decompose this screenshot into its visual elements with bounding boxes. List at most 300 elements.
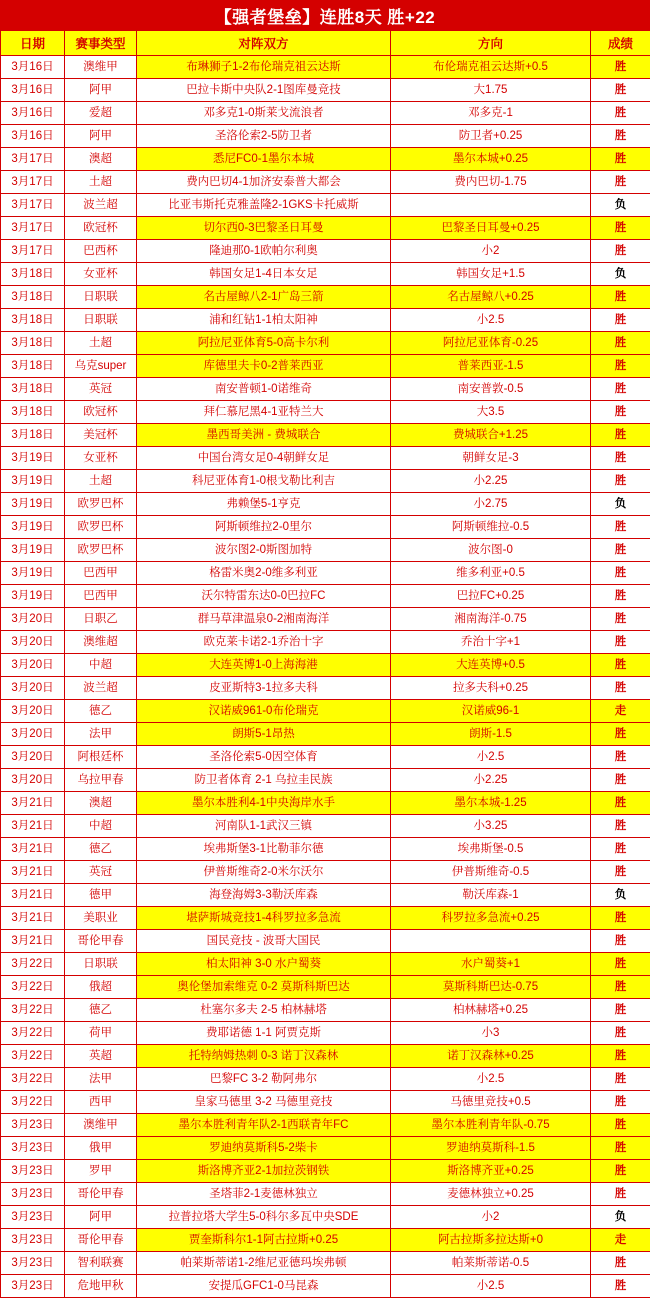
table-row bbox=[1, 1160, 650, 1183]
cell-date: 3月21日 bbox=[1, 930, 65, 953]
cell-pick: 南安普敦-0.5 bbox=[391, 378, 591, 401]
cell-league: 欧冠杯 bbox=[65, 217, 137, 240]
cell-league: 哥伦甲春 bbox=[65, 1183, 137, 1206]
cell-pick: 埃弗斯堡-0.5 bbox=[391, 838, 591, 861]
cell-result: 胜 bbox=[591, 1022, 650, 1045]
table-row bbox=[1, 769, 650, 792]
column-header-date: 日期 bbox=[1, 31, 65, 56]
cell-match: 欧克莱卡诺2-1乔治十字 bbox=[137, 631, 391, 654]
cell-match: 汉诺威961-0布伦瑞克 bbox=[137, 700, 391, 723]
cell-league: 女亚杯 bbox=[65, 447, 137, 470]
cell-result: 负 bbox=[591, 884, 650, 907]
cell-result: 负 bbox=[591, 263, 650, 286]
cell-league: 波兰超 bbox=[65, 194, 137, 217]
cell-date: 3月21日 bbox=[1, 884, 65, 907]
cell-pick: 小2.5 bbox=[391, 746, 591, 769]
cell-date: 3月19日 bbox=[1, 516, 65, 539]
cell-match: 科尼亚体育1-0根戈勒比利吉 bbox=[137, 470, 391, 493]
table-row bbox=[1, 332, 650, 355]
cell-date: 3月17日 bbox=[1, 240, 65, 263]
cell-pick: 费内巴切-1.75 bbox=[391, 171, 591, 194]
cell-date: 3月18日 bbox=[1, 332, 65, 355]
cell-pick: 小3.25 bbox=[391, 815, 591, 838]
cell-date: 3月23日 bbox=[1, 1229, 65, 1252]
cell-pick: 小2.25 bbox=[391, 769, 591, 792]
cell-date: 3月17日 bbox=[1, 148, 65, 171]
cell-league: 日职联 bbox=[65, 286, 137, 309]
cell-match: 海登海姆3-3勒沃库森 bbox=[137, 884, 391, 907]
cell-league: 英冠 bbox=[65, 861, 137, 884]
cell-match: 皮亚斯特3-1拉多夫科 bbox=[137, 677, 391, 700]
cell-league: 阿根廷杯 bbox=[65, 746, 137, 769]
table-row bbox=[1, 654, 650, 677]
cell-result: 走 bbox=[591, 1229, 650, 1252]
cell-date: 3月23日 bbox=[1, 1183, 65, 1206]
cell-date: 3月19日 bbox=[1, 493, 65, 516]
cell-pick: 大1.75 bbox=[391, 79, 591, 102]
column-header-result: 成绩 bbox=[591, 31, 650, 56]
cell-league: 爱超 bbox=[65, 102, 137, 125]
table-row bbox=[1, 953, 650, 976]
cell-league: 澳维甲 bbox=[65, 1114, 137, 1137]
cell-league: 罗甲 bbox=[65, 1160, 137, 1183]
cell-result: 胜 bbox=[591, 240, 650, 263]
cell-pick: 大连英博+0.5 bbox=[391, 654, 591, 677]
cell-match: 墨尔本胜利青年队2-1西联青年FC bbox=[137, 1114, 391, 1137]
table-row bbox=[1, 1252, 650, 1275]
cell-match: 韩国女足1-4日本女足 bbox=[137, 263, 391, 286]
table-row bbox=[1, 217, 650, 240]
table-row bbox=[1, 815, 650, 838]
table-row bbox=[1, 999, 650, 1022]
cell-league: 乌克super bbox=[65, 355, 137, 378]
table-row bbox=[1, 792, 650, 815]
cell-date: 3月19日 bbox=[1, 585, 65, 608]
cell-pick: 波尔图-0 bbox=[391, 539, 591, 562]
cell-pick: 马德里竞技+0.5 bbox=[391, 1091, 591, 1114]
cell-match: 名古屋鲸八2-1广岛三箭 bbox=[137, 286, 391, 309]
cell-match: 贾奎斯科尔1-1阿古拉斯+0.25 bbox=[137, 1229, 391, 1252]
cell-date: 3月23日 bbox=[1, 1252, 65, 1275]
cell-pick: 帕莱斯蒂诺-0.5 bbox=[391, 1252, 591, 1275]
cell-pick: 朝鲜女足-3 bbox=[391, 447, 591, 470]
records-table bbox=[0, 30, 650, 1298]
cell-league: 智利联赛 bbox=[65, 1252, 137, 1275]
cell-match: 朗斯5-1昂热 bbox=[137, 723, 391, 746]
table-row bbox=[1, 884, 650, 907]
cell-result: 胜 bbox=[591, 1045, 650, 1068]
cell-match: 埃弗斯堡3-1比勒菲尔德 bbox=[137, 838, 391, 861]
cell-league: 荷甲 bbox=[65, 1022, 137, 1045]
cell-pick: 小2.5 bbox=[391, 309, 591, 332]
table-row bbox=[1, 1068, 650, 1091]
table-row bbox=[1, 493, 650, 516]
cell-result: 胜 bbox=[591, 585, 650, 608]
cell-match: 防卫者体育 2-1 乌拉圭民族 bbox=[137, 769, 391, 792]
cell-result: 胜 bbox=[591, 562, 650, 585]
table-row bbox=[1, 585, 650, 608]
cell-result: 胜 bbox=[591, 769, 650, 792]
cell-match: 浦和红钻1-1柏太阳神 bbox=[137, 309, 391, 332]
cell-league: 土超 bbox=[65, 171, 137, 194]
cell-result: 胜 bbox=[591, 102, 650, 125]
cell-match: 托特纳姆热刺 0-3 诺丁汉森林 bbox=[137, 1045, 391, 1068]
cell-date: 3月16日 bbox=[1, 56, 65, 79]
table-row bbox=[1, 608, 650, 631]
cell-match: 阿拉尼亚体育5-0高卡尔利 bbox=[137, 332, 391, 355]
table-row bbox=[1, 1022, 650, 1045]
cell-date: 3月21日 bbox=[1, 861, 65, 884]
cell-pick: 名古屋鲸八+0.25 bbox=[391, 286, 591, 309]
table-row bbox=[1, 79, 650, 102]
cell-league: 危地甲秋 bbox=[65, 1275, 137, 1298]
cell-league: 阿甲 bbox=[65, 79, 137, 102]
cell-league: 日职联 bbox=[65, 953, 137, 976]
title-bar bbox=[0, 0, 650, 30]
cell-pick: 汉诺威96-1 bbox=[391, 700, 591, 723]
cell-match: 伊普斯维奇2-0米尔沃尔 bbox=[137, 861, 391, 884]
cell-league: 巴西甲 bbox=[65, 562, 137, 585]
cell-date: 3月18日 bbox=[1, 401, 65, 424]
cell-match: 柏太阳神 3-0 水户蜀葵 bbox=[137, 953, 391, 976]
cell-pick: 湘南海洋-0.75 bbox=[391, 608, 591, 631]
cell-pick: 防卫者+0.25 bbox=[391, 125, 591, 148]
table-row bbox=[1, 1114, 650, 1137]
table-row bbox=[1, 470, 650, 493]
table-row bbox=[1, 1206, 650, 1229]
cell-result: 胜 bbox=[591, 79, 650, 102]
cell-date: 3月16日 bbox=[1, 125, 65, 148]
column-header-match: 对阵双方 bbox=[137, 31, 391, 56]
table-row bbox=[1, 286, 650, 309]
cell-match: 巴拉卡斯中央队2-1图库曼竞技 bbox=[137, 79, 391, 102]
cell-result: 胜 bbox=[591, 217, 650, 240]
cell-match: 阿斯顿维拉2-0里尔 bbox=[137, 516, 391, 539]
cell-match: 格雷米奥2-0维多利亚 bbox=[137, 562, 391, 585]
cell-match: 奥伦堡加索维克 0-2 莫斯科斯巴达 bbox=[137, 976, 391, 999]
cell-date: 3月21日 bbox=[1, 815, 65, 838]
cell-match: 邓多克1-0斯莱戈流浪者 bbox=[137, 102, 391, 125]
cell-pick: 小2.25 bbox=[391, 470, 591, 493]
cell-result: 胜 bbox=[591, 654, 650, 677]
cell-date: 3月23日 bbox=[1, 1275, 65, 1298]
table-row bbox=[1, 378, 650, 401]
cell-date: 3月18日 bbox=[1, 424, 65, 447]
cell-match: 圣塔菲2-1麦德林独立 bbox=[137, 1183, 391, 1206]
cell-pick: 柏林赫塔+0.25 bbox=[391, 999, 591, 1022]
cell-result: 胜 bbox=[591, 309, 650, 332]
cell-pick: 麦德林独立+0.25 bbox=[391, 1183, 591, 1206]
cell-match: 隆迪那0-1欧帕尔利奥 bbox=[137, 240, 391, 263]
cell-pick: 乔治十字+1 bbox=[391, 631, 591, 654]
cell-match: 南安普顿1-0诺维奇 bbox=[137, 378, 391, 401]
cell-match: 弗赖堡5-1亨克 bbox=[137, 493, 391, 516]
cell-match: 圣洛伦索2-5防卫者 bbox=[137, 125, 391, 148]
cell-result: 胜 bbox=[591, 907, 650, 930]
cell-result: 胜 bbox=[591, 171, 650, 194]
cell-league: 澳超 bbox=[65, 792, 137, 815]
table-row bbox=[1, 907, 650, 930]
cell-date: 3月17日 bbox=[1, 171, 65, 194]
cell-date: 3月20日 bbox=[1, 746, 65, 769]
cell-league: 美职业 bbox=[65, 907, 137, 930]
cell-date: 3月18日 bbox=[1, 263, 65, 286]
cell-pick: 大3.5 bbox=[391, 401, 591, 424]
cell-league: 美冠杯 bbox=[65, 424, 137, 447]
cell-result: 胜 bbox=[591, 56, 650, 79]
cell-result: 胜 bbox=[591, 332, 650, 355]
cell-result: 胜 bbox=[591, 815, 650, 838]
table-row bbox=[1, 1045, 650, 1068]
cell-date: 3月22日 bbox=[1, 1091, 65, 1114]
cell-date: 3月20日 bbox=[1, 654, 65, 677]
cell-result: 胜 bbox=[591, 424, 650, 447]
table-row bbox=[1, 263, 650, 286]
cell-league: 英冠 bbox=[65, 378, 137, 401]
cell-match: 群马草津温泉0-2湘南海洋 bbox=[137, 608, 391, 631]
cell-date: 3月23日 bbox=[1, 1137, 65, 1160]
cell-result: 负 bbox=[591, 1206, 650, 1229]
cell-match: 拜仁慕尼黑4-1亚特兰大 bbox=[137, 401, 391, 424]
cell-date: 3月22日 bbox=[1, 1022, 65, 1045]
cell-match: 波尔图2-0斯图加特 bbox=[137, 539, 391, 562]
cell-pick bbox=[391, 194, 591, 217]
cell-pick: 拉多夫科+0.25 bbox=[391, 677, 591, 700]
cell-date: 3月16日 bbox=[1, 79, 65, 102]
cell-result: 胜 bbox=[591, 953, 650, 976]
table-row bbox=[1, 1091, 650, 1114]
cell-match: 墨西哥美洲 - 费城联合 bbox=[137, 424, 391, 447]
cell-pick: 费城联合+1.25 bbox=[391, 424, 591, 447]
table-row bbox=[1, 562, 650, 585]
cell-match: 费内巴切4-1加济安泰普大都会 bbox=[137, 171, 391, 194]
cell-result: 胜 bbox=[591, 286, 650, 309]
cell-match: 库德里夫卡0-2普莱西亚 bbox=[137, 355, 391, 378]
cell-league: 日职乙 bbox=[65, 608, 137, 631]
cell-pick: 巴拉FC+0.25 bbox=[391, 585, 591, 608]
cell-pick: 诺丁汉森林+0.25 bbox=[391, 1045, 591, 1068]
cell-league: 欧罗巴杯 bbox=[65, 516, 137, 539]
table-row bbox=[1, 930, 650, 953]
cell-result: 胜 bbox=[591, 1068, 650, 1091]
cell-league: 欧冠杯 bbox=[65, 401, 137, 424]
cell-date: 3月22日 bbox=[1, 976, 65, 999]
cell-date: 3月22日 bbox=[1, 1068, 65, 1091]
cell-date: 3月21日 bbox=[1, 907, 65, 930]
cell-match: 圣洛伦索5-0因空体育 bbox=[137, 746, 391, 769]
column-header-league: 赛事类型 bbox=[65, 31, 137, 56]
cell-result: 负 bbox=[591, 194, 650, 217]
cell-result: 胜 bbox=[591, 148, 650, 171]
cell-date: 3月20日 bbox=[1, 769, 65, 792]
cell-match: 大连英博1-0上海海港 bbox=[137, 654, 391, 677]
cell-result: 胜 bbox=[591, 1160, 650, 1183]
table-row bbox=[1, 838, 650, 861]
cell-date: 3月22日 bbox=[1, 999, 65, 1022]
table-row bbox=[1, 1183, 650, 1206]
cell-result: 胜 bbox=[591, 1137, 650, 1160]
cell-result: 走 bbox=[591, 700, 650, 723]
cell-league: 西甲 bbox=[65, 1091, 137, 1114]
cell-result: 胜 bbox=[591, 608, 650, 631]
cell-date: 3月21日 bbox=[1, 838, 65, 861]
cell-date: 3月21日 bbox=[1, 792, 65, 815]
cell-result: 胜 bbox=[591, 723, 650, 746]
table-row bbox=[1, 102, 650, 125]
cell-league: 中超 bbox=[65, 654, 137, 677]
cell-pick: 普莱西亚-1.5 bbox=[391, 355, 591, 378]
cell-pick: 小3 bbox=[391, 1022, 591, 1045]
cell-league: 法甲 bbox=[65, 1068, 137, 1091]
cell-result: 胜 bbox=[591, 378, 650, 401]
cell-league: 德乙 bbox=[65, 999, 137, 1022]
cell-league: 俄甲 bbox=[65, 1137, 137, 1160]
table-row bbox=[1, 309, 650, 332]
table-header-row bbox=[1, 31, 650, 56]
table-row bbox=[1, 355, 650, 378]
cell-result: 负 bbox=[591, 493, 650, 516]
cell-pick: 勒沃库森-1 bbox=[391, 884, 591, 907]
cell-pick: 小2.75 bbox=[391, 493, 591, 516]
cell-pick: 伊普斯维奇-0.5 bbox=[391, 861, 591, 884]
cell-league: 哥伦甲春 bbox=[65, 930, 137, 953]
cell-date: 3月19日 bbox=[1, 562, 65, 585]
table-row bbox=[1, 746, 650, 769]
cell-pick: 阿斯顿维拉-0.5 bbox=[391, 516, 591, 539]
cell-result: 胜 bbox=[591, 999, 650, 1022]
cell-result: 胜 bbox=[591, 838, 650, 861]
cell-date: 3月20日 bbox=[1, 608, 65, 631]
cell-league: 中超 bbox=[65, 815, 137, 838]
cell-result: 胜 bbox=[591, 516, 650, 539]
cell-league: 乌拉甲春 bbox=[65, 769, 137, 792]
table-row bbox=[1, 516, 650, 539]
cell-match: 堪萨斯城竞技1-4科罗拉多急流 bbox=[137, 907, 391, 930]
cell-result: 胜 bbox=[591, 1252, 650, 1275]
cell-date: 3月20日 bbox=[1, 631, 65, 654]
cell-match: 国民竞技 - 波哥大国民 bbox=[137, 930, 391, 953]
table-row bbox=[1, 171, 650, 194]
cell-date: 3月17日 bbox=[1, 194, 65, 217]
cell-league: 阿甲 bbox=[65, 125, 137, 148]
cell-match: 帕莱斯蒂诺1-2维尼亚德玛埃弗顿 bbox=[137, 1252, 391, 1275]
cell-date: 3月19日 bbox=[1, 447, 65, 470]
cell-league: 日职联 bbox=[65, 309, 137, 332]
table-body bbox=[1, 56, 650, 1298]
cell-pick: 莫斯科斯巴达-0.75 bbox=[391, 976, 591, 999]
cell-league: 巴西杯 bbox=[65, 240, 137, 263]
cell-league: 欧罗巴杯 bbox=[65, 493, 137, 516]
cell-league: 澳维超 bbox=[65, 631, 137, 654]
cell-date: 3月17日 bbox=[1, 217, 65, 240]
cell-date: 3月20日 bbox=[1, 700, 65, 723]
cell-league: 德乙 bbox=[65, 838, 137, 861]
cell-result: 胜 bbox=[591, 631, 650, 654]
table-row bbox=[1, 56, 650, 79]
cell-date: 3月20日 bbox=[1, 723, 65, 746]
table-row bbox=[1, 539, 650, 562]
table-row bbox=[1, 861, 650, 884]
cell-pick: 朗斯-1.5 bbox=[391, 723, 591, 746]
cell-match: 布琳狮子1-2布伦瑞克祖云达斯 bbox=[137, 56, 391, 79]
cell-result: 胜 bbox=[591, 1091, 650, 1114]
cell-result: 胜 bbox=[591, 1114, 650, 1137]
cell-date: 3月16日 bbox=[1, 102, 65, 125]
cell-match: 沃尔特雷东达0-0巴拉FC bbox=[137, 585, 391, 608]
cell-result: 胜 bbox=[591, 861, 650, 884]
cell-league: 土超 bbox=[65, 470, 137, 493]
table-row bbox=[1, 700, 650, 723]
cell-league: 女亚杯 bbox=[65, 263, 137, 286]
table-row bbox=[1, 723, 650, 746]
cell-pick: 水户蜀葵+1 bbox=[391, 953, 591, 976]
table-row bbox=[1, 1137, 650, 1160]
cell-match: 悉尼FC0-1墨尔本城 bbox=[137, 148, 391, 171]
cell-league: 德甲 bbox=[65, 884, 137, 907]
cell-match: 拉普拉塔大学生5-0科尔多瓦中央SDE bbox=[137, 1206, 391, 1229]
table-row bbox=[1, 1229, 650, 1252]
cell-date: 3月18日 bbox=[1, 309, 65, 332]
table-row bbox=[1, 401, 650, 424]
cell-result: 胜 bbox=[591, 930, 650, 953]
cell-league: 巴西甲 bbox=[65, 585, 137, 608]
cell-match: 比亚韦斯托克雅盖隆2-1GKS卡托威斯 bbox=[137, 194, 391, 217]
table-row bbox=[1, 631, 650, 654]
table-row bbox=[1, 447, 650, 470]
cell-pick: 墨尔本城+0.25 bbox=[391, 148, 591, 171]
cell-date: 3月23日 bbox=[1, 1160, 65, 1183]
cell-date: 3月20日 bbox=[1, 677, 65, 700]
cell-pick: 巴黎圣日耳曼+0.25 bbox=[391, 217, 591, 240]
cell-pick: 斯洛博齐亚+0.25 bbox=[391, 1160, 591, 1183]
table-row bbox=[1, 1275, 650, 1298]
cell-league: 俄超 bbox=[65, 976, 137, 999]
cell-match: 墨尔本胜利4-1中央海岸水手 bbox=[137, 792, 391, 815]
cell-pick: 韩国女足+1.5 bbox=[391, 263, 591, 286]
table-row bbox=[1, 677, 650, 700]
cell-pick: 墨尔本城-1.25 bbox=[391, 792, 591, 815]
cell-pick: 小2.5 bbox=[391, 1068, 591, 1091]
cell-pick: 邓多克-1 bbox=[391, 102, 591, 125]
cell-date: 3月18日 bbox=[1, 355, 65, 378]
cell-result: 胜 bbox=[591, 539, 650, 562]
cell-match: 斯洛博齐亚2-1加拉茨钢铁 bbox=[137, 1160, 391, 1183]
cell-league: 澳维甲 bbox=[65, 56, 137, 79]
cell-league: 法甲 bbox=[65, 723, 137, 746]
cell-pick: 维多利亚+0.5 bbox=[391, 562, 591, 585]
cell-match: 杜塞尔多夫 2-5 柏林赫塔 bbox=[137, 999, 391, 1022]
cell-pick: 科罗拉多急流+0.25 bbox=[391, 907, 591, 930]
cell-league: 德乙 bbox=[65, 700, 137, 723]
cell-match: 切尔西0-3巴黎圣日耳曼 bbox=[137, 217, 391, 240]
cell-date: 3月22日 bbox=[1, 1045, 65, 1068]
page-title: 【强者堡垒】连胜8天 胜+22 bbox=[215, 3, 436, 28]
cell-result: 胜 bbox=[591, 1183, 650, 1206]
table-row bbox=[1, 240, 650, 263]
cell-result: 胜 bbox=[591, 1275, 650, 1298]
cell-result: 胜 bbox=[591, 355, 650, 378]
cell-league: 澳超 bbox=[65, 148, 137, 171]
cell-result: 胜 bbox=[591, 447, 650, 470]
cell-result: 胜 bbox=[591, 976, 650, 999]
cell-pick: 小2.5 bbox=[391, 1275, 591, 1298]
cell-match: 安提瓜GFC1-0马昆森 bbox=[137, 1275, 391, 1298]
cell-date: 3月23日 bbox=[1, 1114, 65, 1137]
cell-match: 河南队1-1武汉三镇 bbox=[137, 815, 391, 838]
cell-league: 英超 bbox=[65, 1045, 137, 1068]
cell-league: 波兰超 bbox=[65, 677, 137, 700]
cell-pick: 墨尔本胜利青年队-0.75 bbox=[391, 1114, 591, 1137]
